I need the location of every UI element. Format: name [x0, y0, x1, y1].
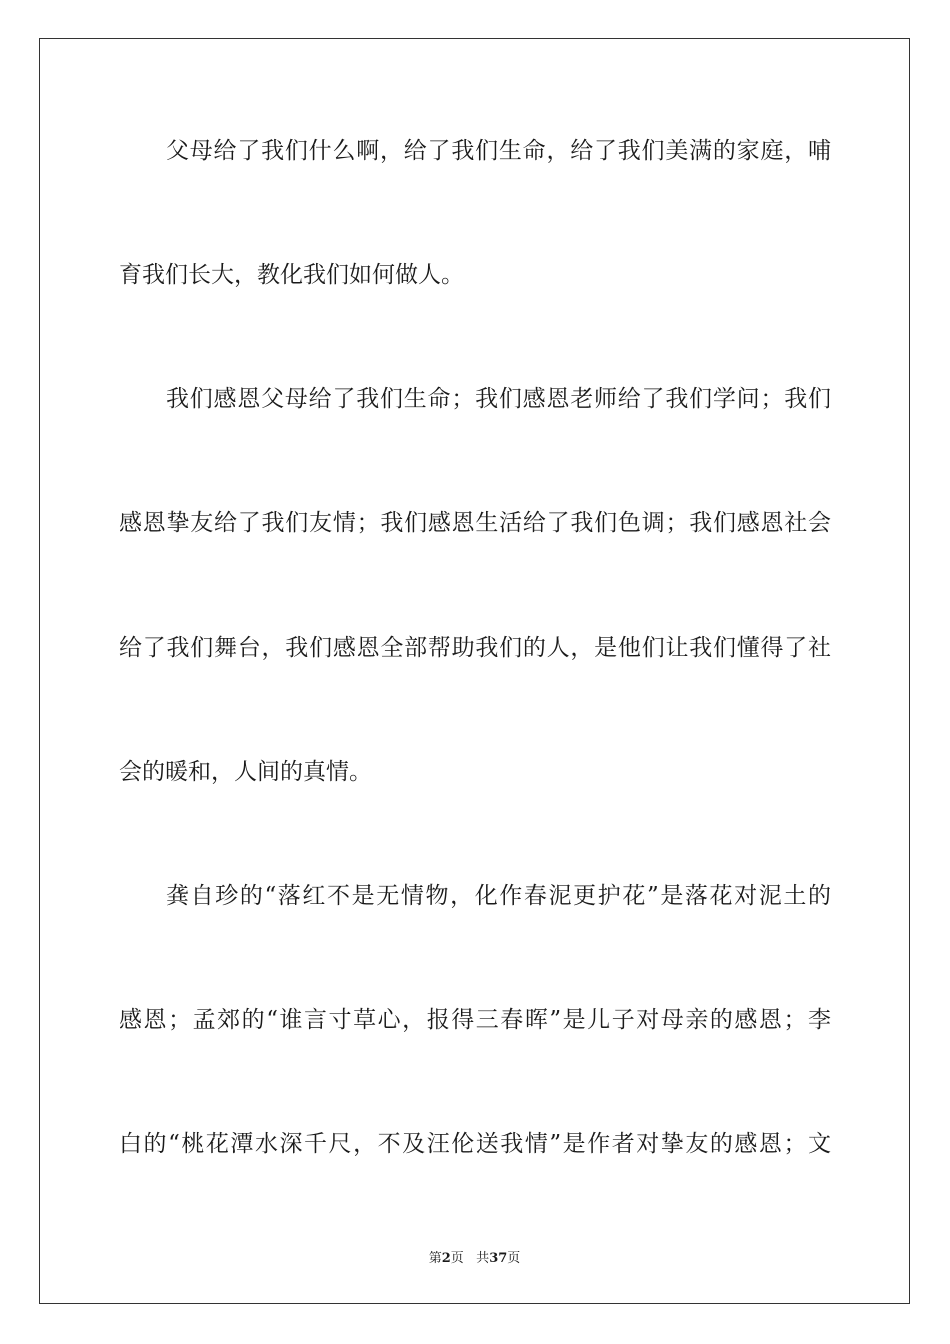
- total-pages: 37: [489, 1251, 508, 1266]
- paragraph-3-line-1: 龚自珍的“落红不是无情物，化作春泥更护花”是落花对泥土的: [166, 883, 831, 909]
- paragraph-2-line-1: 我们感恩父母给了我们生命；我们感恩老师给了我们学问；我们: [166, 386, 831, 412]
- page-number: 2: [441, 1251, 451, 1266]
- document-page: [39, 38, 910, 1304]
- paragraph-1-line-2: 育我们长大，教化我们如何做人。: [119, 262, 464, 288]
- paragraph-2-line-3: 给了我们舞台，我们感恩全部帮助我们的人，是他们让我们懂得了社: [119, 635, 831, 661]
- page-footer: [40, 1247, 909, 1266]
- paragraph-3-line-3: 白的“桃花潭水深千尺，不及汪伦送我情”是作者对挚友的感恩；文: [119, 1131, 831, 1157]
- paragraph-2-line-2: 感恩挚友给了我们友情；我们感恩生活给了我们色调；我们感恩社会: [119, 510, 831, 536]
- total-prefix: 共: [476, 1251, 490, 1266]
- total-suffix: 页: [507, 1251, 521, 1266]
- page-prefix: 第: [428, 1251, 442, 1266]
- paragraph-2-line-4: 会的暖和，人间的真情。: [119, 759, 372, 785]
- paragraph-1-line-1: 父母给了我们什么啊，给了我们生命，给了我们美满的家庭，哺: [166, 138, 831, 164]
- page-suffix: 页: [450, 1251, 464, 1266]
- paragraph-3-line-2: 感恩；孟郊的“谁言寸草心，报得三春晖”是儿子对母亲的感恩；李: [119, 1007, 831, 1033]
